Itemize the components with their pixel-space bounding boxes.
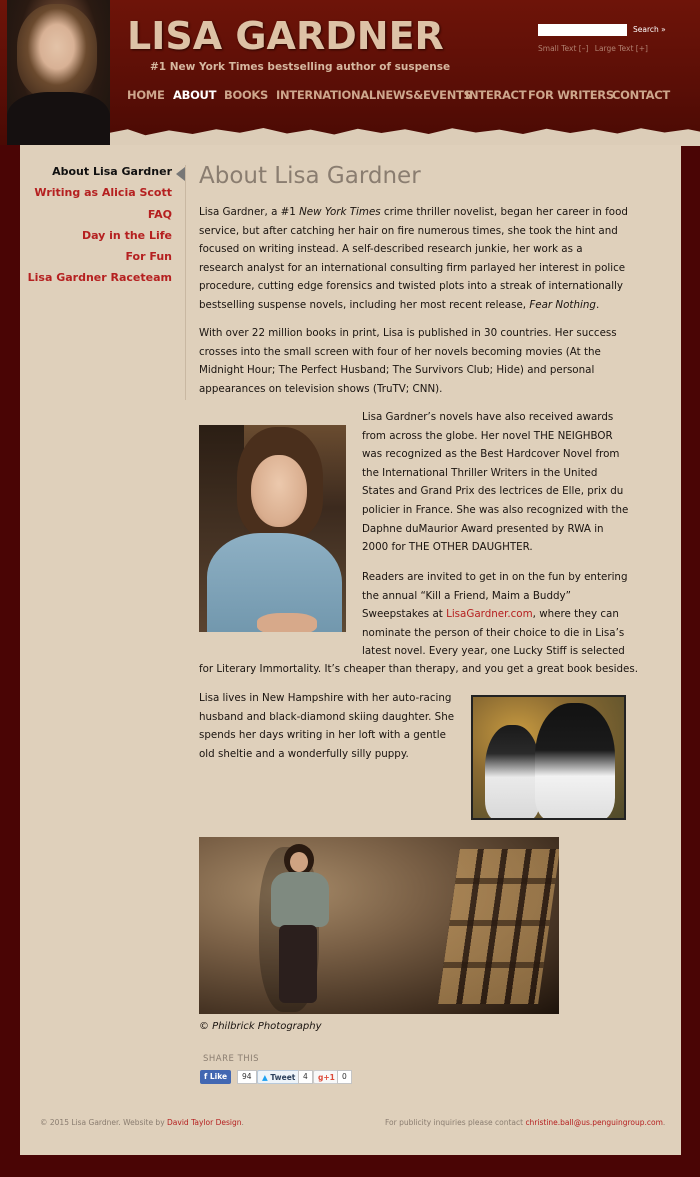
nav-news-events[interactable]: NEWS&EVENTS <box>376 88 472 102</box>
tweet-button[interactable]: ▲ Tweet <box>257 1070 300 1084</box>
bio-paragraph-4-cont: for Literary Immortality. It’s cheaper than therapy, and you get a great book besides. <box>199 663 639 675</box>
site-header <box>0 0 700 145</box>
sidebar-item-about[interactable]: About Lisa Gardner <box>52 165 172 178</box>
sidebar-item-raceteam[interactable]: Lisa Gardner Raceteam <box>27 271 172 284</box>
search-input[interactable] <box>538 24 627 36</box>
bio-paragraph-4: Readers are invited to get in on the fun by entering the annual “Kill a Friend, Maim a Buddy” Sweepstakes at LisaGardner.com, where they can nominate the person of their choice to die in Lisa’s latest novel. Every year, one Lucky Stiff is selected <box>362 571 628 658</box>
text-size-controls <box>538 44 652 53</box>
current-page-arrow-icon <box>176 167 185 181</box>
footer-copyright: © 2015 Lisa Gardner. Website by David Taylor Design. <box>40 1118 244 1127</box>
lisagardner-link[interactable]: LisaGardner.com <box>446 608 533 621</box>
sidebar-item-day-in-life[interactable]: Day in the Life <box>81 229 172 242</box>
sidebar-item-for-fun[interactable]: For Fun <box>125 250 172 263</box>
nav-for-writers[interactable]: FOR WRITERS <box>528 88 614 102</box>
nav-contact[interactable]: CONTACT <box>612 88 670 102</box>
nav-interact[interactable]: INTERACT <box>465 88 527 102</box>
search-button[interactable]: Search » <box>633 25 666 34</box>
nav-about[interactable]: ABOUT <box>173 88 217 102</box>
facebook-like-button[interactable]: f Like <box>200 1070 231 1084</box>
google-plus-count: 0 <box>337 1070 352 1084</box>
facebook-icon: f <box>204 1072 210 1081</box>
sidebar-item-faq[interactable]: FAQ <box>147 208 172 221</box>
sidebar-item-alicia-scott[interactable]: Writing as Alicia Scott <box>34 186 172 199</box>
author-portrait-photo <box>199 425 346 632</box>
page-title: About Lisa Gardner <box>199 163 421 189</box>
sidebar-divider <box>185 165 186 400</box>
google-plus-icon: g <box>318 1073 324 1082</box>
bio-paragraph-1: Lisa Gardner, a #1 New York Times crime thriller novelist, began her career in food service, but after catching her hair on fire numerous times, she took the hint and focused on writing instead. A self-described research junkie, her work as a research analyst for an international consulting firm parlayed her interest in police procedure, cutting edge forensics and twisted plots into a streak of internationally bestselling suspense novels, including her most recent release, Fear Nothing. <box>199 206 628 311</box>
bio-paragraph-5: Lisa lives in New Hampshire with her auto-racing husband and black-diamond skiing daughter. She spends her days writing in her loft with a gentle old sheltie and a wonderfully silly puppy. <box>199 692 455 760</box>
bio-paragraph-3: Lisa Gardner’s novels have also received awards from across the globe. Her novel THE NEIGHBOR was recognized as the Best Hardcover Novel from the International Thriller Writers in the United States and Grand Prix des lectrices de Elle, prix du policier in France. She was also recognized with the Daphne duMaurior Award presented by RWA in 2000 for THE OTHER DAUGHTER. <box>362 411 629 554</box>
large-text-button[interactable]: Large Text [+] <box>594 44 648 53</box>
dogs-photo <box>471 695 626 820</box>
nav-books[interactable]: BOOKS <box>224 88 269 102</box>
twitter-icon: ▲ <box>262 1073 271 1082</box>
site-logo[interactable]: LISA GARDNER <box>127 14 444 58</box>
small-text-button[interactable]: Small Text [–] <box>538 44 589 53</box>
nav-international[interactable]: INTERNATIONAL <box>276 88 376 102</box>
bio-paragraph-2: With over 22 million books in print, Lisa is published in 30 countries. Her success crosses into the small screen with four of her novels becoming movies (At the Midnight Hour; The Perfect Husband; The Survivors Club; Hide) and personal appearances on television shows (TruTV; CNN). <box>199 327 617 395</box>
footer-publicity: For publicity inquiries please contact christine.ball@us.penguingroup.com. <box>385 1118 666 1127</box>
publicity-email-link[interactable]: christine.ball@us.penguingroup.com <box>525 1118 663 1127</box>
facebook-count: 94 <box>237 1070 257 1084</box>
author-wide-photo <box>199 837 559 1014</box>
nav-home[interactable]: HOME <box>127 88 165 102</box>
author-portrait-image <box>7 0 110 145</box>
google-plus-button[interactable]: g+1 <box>313 1070 340 1084</box>
photo-caption: © Philbrick Photography <box>199 1021 322 1032</box>
site-tagline: #1 New York Times bestselling author of suspense <box>150 61 451 73</box>
share-label: SHARE THIS <box>203 1054 260 1064</box>
tweet-count: 4 <box>298 1070 313 1084</box>
designer-link[interactable]: David Taylor Design <box>167 1118 242 1127</box>
